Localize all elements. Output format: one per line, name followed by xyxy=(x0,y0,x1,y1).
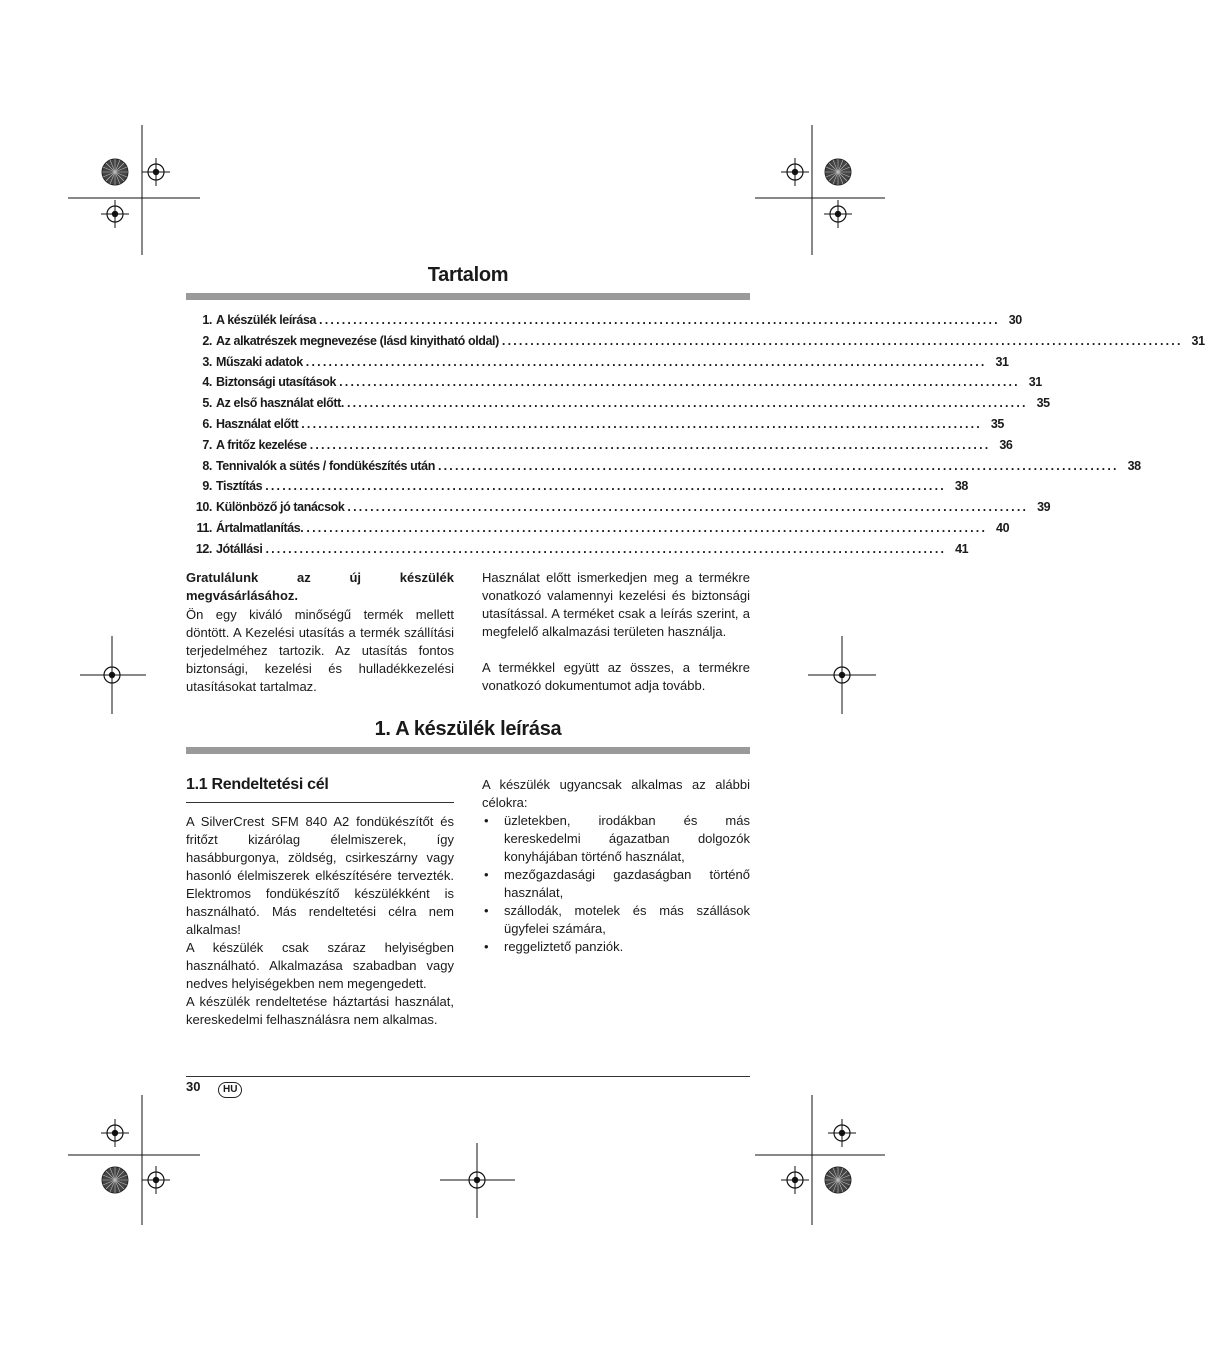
toc-item xyxy=(186,518,1010,538)
bullet-item: • üzletekben, irodákban és más kereskedelmi ágazatban dolgozók konyhájában történő használat, xyxy=(482,812,750,866)
toc-item xyxy=(186,497,1051,517)
intro-left-text: Ön egy kiváló minőségű termék mellett döntött. A Kezelési utasítás a termék szállítási terjedelméhez tartozik. Az utasítás fontos biztonsági, kezelési és hulladékkezelési utasításokat tartalmaz. xyxy=(186,607,454,694)
section-1-title: 1. A készülék leírása xyxy=(374,718,562,740)
toc-item-number: 8. xyxy=(202,458,212,473)
purpose-right-intro: A készülék ugyancsak alkalmas az alábbi célokra: xyxy=(482,777,750,810)
toc-item xyxy=(186,352,1009,372)
toc-item xyxy=(186,331,1205,351)
toc-item xyxy=(186,476,968,496)
toc-item-number: 7. xyxy=(202,437,212,452)
footer-rule xyxy=(186,1076,750,1077)
toc-item-page: 38 xyxy=(1127,458,1141,473)
toc-item-number: 12. xyxy=(195,541,212,556)
toc-item xyxy=(186,393,1050,413)
toc-leader-dots: ........................................................................................................................ xyxy=(347,500,1029,515)
intro-right-paragraph-1: Használat előtt ismerkedjen meg a termékre vonatkozó valamennyi kezelési és biztonsági utasítással. A terméket csak a leírás szerint, a megfelelő alkalmazási területen használja. xyxy=(482,570,750,639)
purpose-bullet-list xyxy=(482,812,750,956)
toc-item-label: Különböző jó tanácsok xyxy=(216,500,345,515)
toc-item-page: 40 xyxy=(996,521,1010,535)
toc-leader-dots: ........................................................................................................................ xyxy=(346,396,1028,411)
toc-leader-dots: ........................................................................................................................ xyxy=(265,479,946,494)
toc-item-number: 11. xyxy=(196,521,212,535)
toc-leader-dots: ........................................................................................................................ xyxy=(437,458,1119,473)
toc-leader-dots: ........................................................................................................................ xyxy=(339,375,1020,390)
toc-item-page: 35 xyxy=(990,417,1004,431)
toc-item-page: 36 xyxy=(999,437,1013,452)
toc-item-page: 39 xyxy=(1037,500,1051,515)
toc-item xyxy=(186,539,969,559)
toc-item-label: Tisztítás xyxy=(216,479,263,494)
toc-item-page: 31 xyxy=(1028,375,1042,390)
intro-right-paragraph-2: A termékkel együtt az összes, a termékre vonatkozó dokumentumot adja tovább. xyxy=(482,660,750,693)
language-badge: HU xyxy=(218,1082,242,1098)
section-1-title-bar xyxy=(186,747,750,754)
subsection-title: 1.1 Rendeltetési cél xyxy=(186,776,329,793)
toc-item-label: Biztonsági utasítások xyxy=(216,375,337,390)
toc-leader-dots: ........................................................................................................................ xyxy=(501,333,1183,348)
toc-item-label: Műszaki adatok xyxy=(216,354,303,369)
toc-item-label: Ártalmatlanítás. xyxy=(216,521,304,535)
intro-heading: Gratulálunk az új készülék megvásárlásához. xyxy=(186,570,454,603)
purpose-paragraph-1: A SilverCrest SFM 840 A2 fondükészítőt és fritőzt kizárólag élelmiszerek, így hasábburgonya, zöldség, csirkeszárny vagy hasonló élelmiszerek elkészítésére tervezték. Elektromos fondükészítő készülékként is használható. Más rendeltetési célra nem alkalmas! xyxy=(186,814,454,937)
toc-item xyxy=(186,372,1042,392)
toc-item xyxy=(186,456,1141,476)
toc-item-number: 10. xyxy=(195,500,212,515)
toc-leader-dots: ........................................................................................................................ xyxy=(309,437,991,452)
bullet-item: • reggeliztető panziók. xyxy=(482,938,750,956)
toc-item-number: 6. xyxy=(202,417,212,431)
toc-item-page: 41 xyxy=(955,541,969,556)
bullet-item: • mezőgazdasági gazdaságban történő használat, xyxy=(482,866,750,902)
toc-item-label: Az alkatrészek megnevezése (lásd kinyitható oldal) xyxy=(216,333,499,348)
toc-item-number: 1. xyxy=(202,313,212,327)
toc-item-label: Az első használat előtt. xyxy=(216,396,344,411)
toc-leader-dots: ........................................................................................................................ xyxy=(301,417,982,431)
toc-item-number: 9. xyxy=(202,479,212,494)
purpose-paragraph-2: A készülék csak száraz helyiségben használható. Alkalmazása szabadban vagy nedves helyiségekben nem megengedett. xyxy=(186,940,454,991)
toc-title-bar xyxy=(186,293,750,300)
toc-item-number: 5. xyxy=(202,396,212,411)
toc-leader-dots: ........................................................................................................................ xyxy=(306,521,988,535)
toc-item-label: A készülék leírása xyxy=(216,313,317,327)
toc-item xyxy=(186,414,1004,434)
bullet-item: • szállodák, motelek és más szállások ügyfelei számára, xyxy=(482,902,750,938)
purpose-paragraph-3: A készülék rendeltetése háztartási használat, kereskedelmi felhasználásra nem alkalmas. xyxy=(186,994,454,1027)
subsection-rule xyxy=(186,802,454,803)
toc-item xyxy=(186,310,1022,330)
toc-item-page: 38 xyxy=(954,479,968,494)
toc-item-number: 3. xyxy=(202,354,212,369)
toc-item xyxy=(186,435,1013,455)
toc-item-page: 35 xyxy=(1036,396,1050,411)
toc-item-page: 31 xyxy=(995,354,1009,369)
toc-item-label: Jótállási xyxy=(216,541,263,556)
toc-leader-dots: ........................................................................................................................ xyxy=(319,313,1000,327)
toc-item-page: 30 xyxy=(1008,313,1022,327)
toc-item-number: 4. xyxy=(202,375,212,390)
toc-item-number: 2. xyxy=(202,333,212,348)
toc-item-page: 31 xyxy=(1191,333,1205,348)
toc-item-label: Tennivalók a sütés / fondükészítés után xyxy=(216,458,435,473)
toc-leader-dots: ........................................................................................................................ xyxy=(305,354,987,369)
page-number: 30 xyxy=(186,1079,201,1094)
toc-leader-dots: ........................................................................................................................ xyxy=(265,541,947,556)
toc-title: Tartalom xyxy=(427,264,509,286)
toc-item-label: Használat előtt xyxy=(216,417,299,431)
toc-item-label: A fritőz kezelése xyxy=(216,437,307,452)
